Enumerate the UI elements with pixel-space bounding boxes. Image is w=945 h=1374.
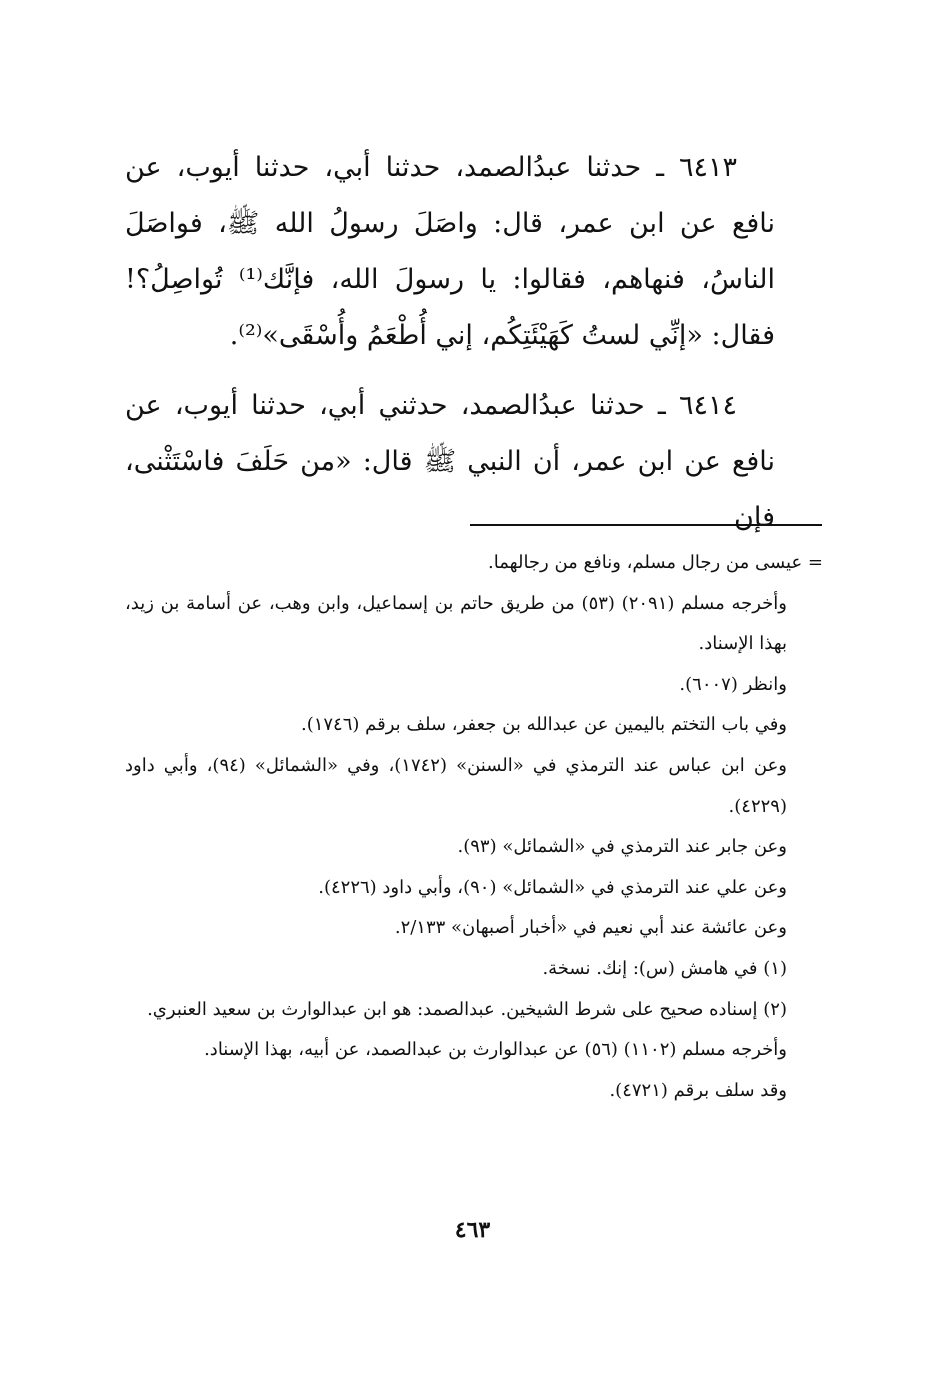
page-number: ٤٦٣ [454, 1217, 491, 1243]
footnote-2: (٢) إسناده صحيح على شرط الشيخين. عبدالصمد: هو ابن عبدالوارث بن سعيد العنبري. [147, 998, 787, 1020]
footnote-1: (١) في هامش (س): إنك. نسخة. [542, 957, 787, 979]
hadith-line: عن ابن عمر، قال: واصَلَ رسولُ الله ﷺ، فواصَلَ الناسُ، [125, 208, 776, 295]
footnote-separator [470, 524, 822, 526]
main-text [125, 140, 775, 546]
footnote-paragraph: وعن عائشة عند أبي نعيم في «أخبار أصبهان» ٢/١٣٣. [394, 917, 787, 939]
hadith-line: ٦٤١٣ ـ حدثنا عبدُالصمد، حدثنا أبي، حدثنا أيوب، عن نافع [125, 152, 775, 239]
footnote-paragraph: وانظر (٦٠٠٧). [679, 673, 787, 695]
hadith-6413 [125, 140, 775, 364]
hadith-line: فنهاهم، فقالوا: يا رسولَ الله، فإنَّك⁽¹⁾ تُواصِلُ؟! فقال: «إنِّي لستُ [125, 264, 775, 351]
hadith-6414 [125, 378, 775, 546]
footnotes [125, 543, 845, 1111]
footnote-paragraph: وأخرجه مسلم (١١٠٢) (٥٦) عن عبدالوارث بن عبدالصمد، عن أبيه، بهذا الإسناد. [204, 1039, 787, 1061]
hadith-line: ٦٤١٤ ـ حدثنا عبدُالصمد، حدثني أبي، حدثنا أيوب، عن نافع [125, 390, 775, 477]
footnote-paragraph: وأخرجه مسلم (٢٠٩١) (٥٣) من طريق حاتم بن إسماعيل، وابن وهب، عن أسامة بن زيد، بهذا الإسناد. [125, 592, 787, 655]
footnote-paragraph: وقد سلف برقم (٤٧٢١). [609, 1079, 787, 1101]
footnote-continuation: = عيسى من رجال مسلم، ونافع من رجالهما. [488, 552, 823, 573]
footnote-paragraph: وعن ابن عباس عند الترمذي في «السنن» (١٧٤٢)، وفي «الشمائل» (٩٤)، وأبي داود (٤٢٢٩). [125, 754, 788, 817]
footnote-paragraph: وعن جابر عند الترمذي في «الشمائل» (٩٣). [457, 836, 787, 858]
footnote-paragraph: وفي باب التختم باليمين عن عبدالله بن جعفر، سلف برقم (١٧٤٦). [300, 714, 787, 736]
footnote-paragraph: وعن علي عند الترمذي في «الشمائل» (٩٠)، وأبي داود (٤٢٢٦). [318, 876, 787, 898]
hadith-line: كَهَيْئَتِكُم، إني أُطْعَمُ وأُسْقَى»⁽²⁾. [229, 320, 573, 351]
hadith-line: عن ابن عمر، أن النبي ﷺ قال: «من حَلَفَ فاسْتَثْنى، فإن [125, 446, 775, 533]
